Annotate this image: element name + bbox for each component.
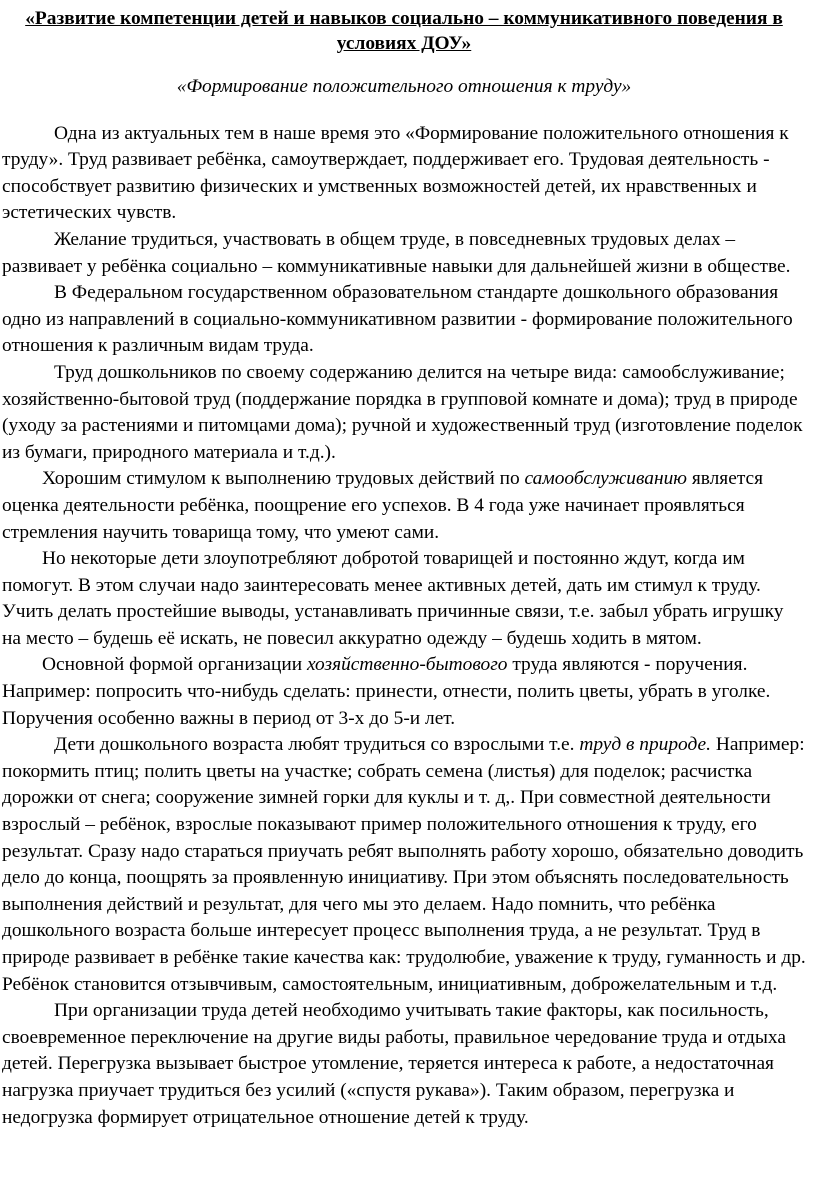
paragraph-intro: Одна из актуальных тем в наше время это «Формирование положительного отношения к труду». Труд развивает ребёнка, самоутверждает, поддерживает его. Трудовая деятельность - способствует развитию физических и умственных возможностей детей, их нравственных и эстетических чувств.	[2, 122, 789, 224]
paragraph-household-term: хозяйственно-бытового	[306, 654, 508, 676]
paragraph-self-service-term: самообслуживанию	[524, 468, 687, 490]
paragraph-stimulus: Но некоторые дети злоупотребляют добротой товарищей и постоянно ждут, когда им помогут. В этом случаи надо заинтересовать менее активных детей, дать им стимул к труду. Учить делать простейшие выводы, устанавливать причинные связи, т.е. забыл убрать игрушку на место – будешь её искать, не повесил аккуратно одежду – будешь ходить в мятом.	[2, 548, 784, 649]
paragraph-labor-types: Труд дошкольников по своему содержанию делится на четыре вида: самообслуживание; хозяйственно-бытовой труд (поддержание порядка в групповой комнате и дома); труд в природе (уходу за растениями и питомцами дома); ручной и художественный труд (изготовление поделок из бумаги, природного материала и т.д.).	[2, 361, 803, 463]
paragraph-household-lead: Основной формой организации	[42, 654, 307, 676]
document-subtitle: «Формирование положительного отношения к труду»	[176, 76, 632, 97]
paragraph-nature-rest: Например: покормить птиц; полить цветы на участке; собрать семена (листья) для поделок; расчистка дорожки от снега; сооружение зимней горки для куклы и т. д,. При совместной деятельности взрослый – ребёнок, взрослые показывают пример положительного отношения к труду, его результат. Сразу надо стараться приучать ребят выполнять работу хорошо, обязательно доводить дело до конца, поощрять за проявленную инициативу. При этом объяснять последовательность выполнения действий и результат, для чего мы это делаем. Надо помнить, что ребёнка дошкольного возраста больше интересует процесс выполнения труда, а не результат. Труд в природе развивает в ребёнке такие качества как: трудолюбие, уважение к труду, гуманность и др. Ребёнок становится отзывчивым, самостоятельным, инициативным, доброжелательным и т.д.	[2, 734, 806, 995]
paragraph-household	[2, 652, 806, 732]
document-title: «Развитие компетенции детей и навыков социально – коммуникативного поведения в условиях ДОУ»	[25, 8, 783, 54]
paragraph-self-service	[2, 466, 806, 546]
paragraph-nature-term: труд в природе.	[579, 734, 711, 756]
paragraph-household-rest: труда являются - поручения. Например: попросить что-нибудь сделать: принести, отнести, полить цветы, убрать в уголке. Поручения особенно важны в период от 3-х до 5-и лет.	[2, 654, 771, 729]
paragraph-self-service-rest: является оценка деятельности ребёнка, поощрение его успехов. В 4 года уже начинает проявляться стремления научить товарища тому, что умеют сами.	[2, 468, 764, 543]
paragraph-nature-labor	[2, 732, 806, 998]
paragraph-desire-to-work: Желание трудиться, участвовать в общем труде, в повседневных трудовых делах – развивает у ребёнка социально – коммуникативные навыки для дальнейшей жизни в обществе.	[2, 228, 791, 277]
paragraph-self-service-lead: Хорошим стимулом к выполнению трудовых действий по	[42, 468, 525, 490]
paragraph-fgos: В Федеральном государственном образовательном стандарте дошкольного образования одно из направлений в социально-коммуникативном развитии - формирование положительного отношения к различным видам труда.	[2, 282, 793, 357]
paragraph-nature-lead: Дети дошкольного возраста любят трудиться со взрослыми т.е.	[54, 734, 580, 756]
paragraph-organization: При организации труда детей необходимо учитывать такие факторы, как посильность, своевременное переключение на другие виды работы, правильное чередование труда и отдыха детей. Перегрузка вызывает быстрое утомление, теряется интереса к работе, а недостаточная нагрузка приучает трудиться без усилий («спустя рукава»). Таким образом, перегрузка и недогрузка формирует отрицательное отношение детей к труду.	[2, 1000, 786, 1128]
